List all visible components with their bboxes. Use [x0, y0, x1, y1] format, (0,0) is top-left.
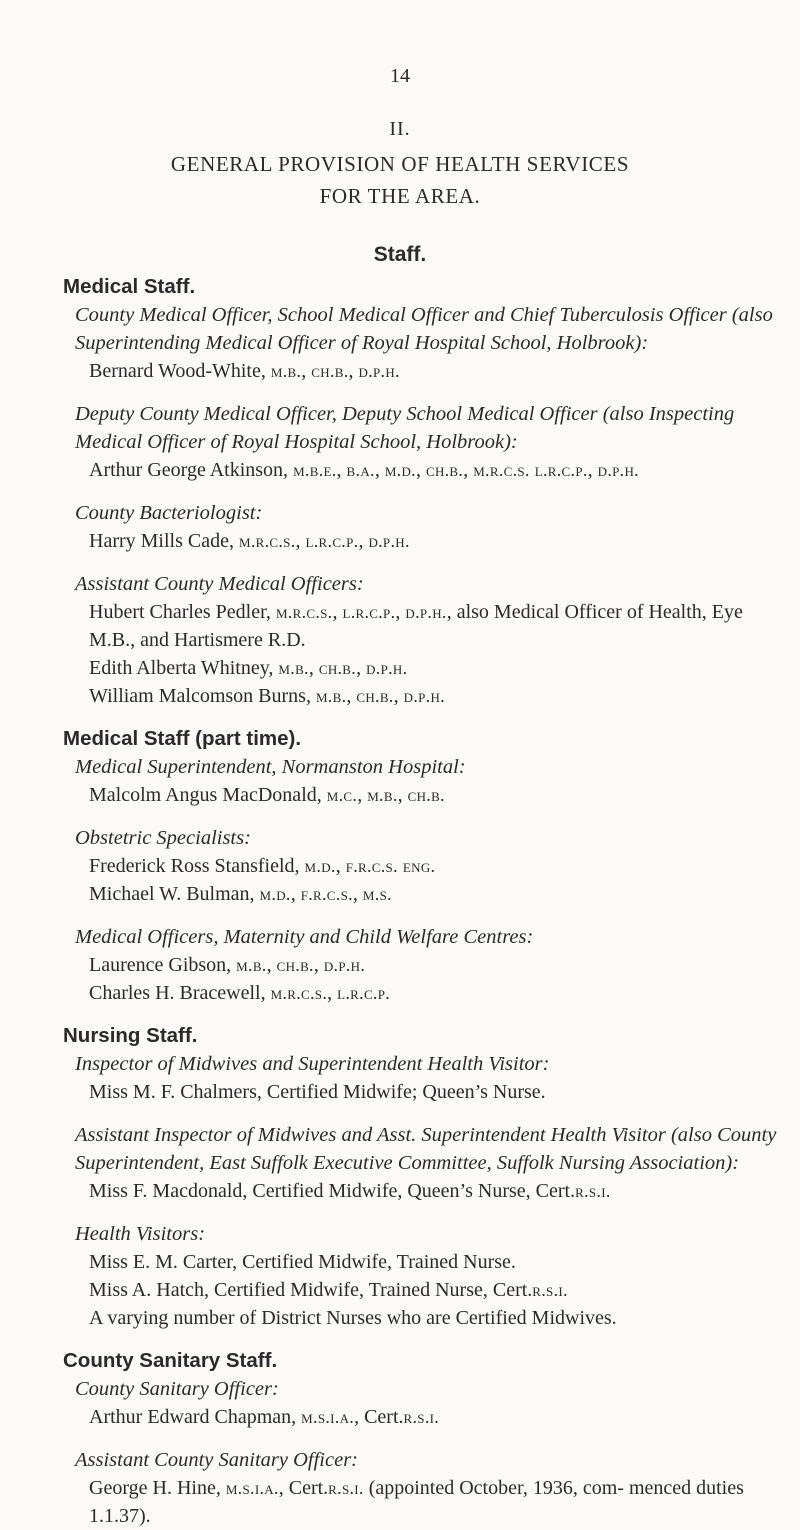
page-title-line-1: GENERAL PROVISION OF HEALTH SERVICES — [170, 152, 630, 176]
role-title: Medical Officers, Maternity and Child Welfare Centres: — [75, 926, 534, 948]
section-heading: Nursing Staff. — [63, 1024, 198, 1047]
entry-county-sanitary-officer — [75, 1375, 778, 1431]
section-number: II. — [389, 118, 411, 140]
person-name: Charles H. Bracewell, m.r.c.s., l.r.c.p. — [89, 982, 391, 1004]
page-number: 14 — [390, 65, 410, 87]
person-name: Hubert Charles Pedler, m.r.c.s., l.r.c.p., d.p.h., also Medical Officer of Health, Eye M.B., and Hartismere R.D. — [89, 601, 743, 651]
section-heading: Medical Staff. — [63, 275, 196, 298]
person-name: Miss M. F. Chalmers, Certified Midwife; Queen’s Nurse. — [89, 1081, 546, 1103]
entry-inspector-of-midwives — [75, 1050, 778, 1106]
person-name: Miss A. Hatch, Certified Midwife, Trained Nurse, Cert.r.s.i. — [89, 1279, 568, 1301]
role-title: Obstetric Specialists: — [75, 827, 251, 849]
section-nursing-staff — [63, 1022, 778, 1332]
role-title: County Medical Officer, School Medical Officer and Chief Tuberculosis Officer (also Superintending Medical Officer of Royal Hospital School, Holbrook): — [75, 304, 773, 354]
entry-obstetric-specialists — [75, 824, 778, 908]
person-name: Miss F. Macdonald, Certified Midwife, Queen’s Nurse, Cert.r.s.i. — [89, 1180, 611, 1202]
staff-listing — [63, 273, 778, 1530]
person-name: Miss E. M. Carter, Certified Midwife, Trained Nurse. — [89, 1251, 516, 1273]
person-name: Laurence Gibson, m.b., ch.b., d.p.h. — [89, 954, 366, 976]
entry-county-bacteriologist — [75, 499, 778, 555]
entry-deputy-county-medical-officer — [75, 400, 778, 484]
person-name: Michael W. Bulman, m.d., f.r.c.s., m.s. — [89, 883, 392, 905]
person-name: Frederick Ross Stansfield, m.d., f.r.c.s. eng. — [89, 855, 436, 877]
person-name: Arthur George Atkinson, m.b.e., b.a., m.d., ch.b., m.r.c.s. l.r.c.p., d.p.h. — [89, 459, 639, 481]
page-title-line-2: FOR THE AREA. — [319, 184, 481, 208]
role-title: Assistant County Sanitary Officer: — [75, 1449, 358, 1471]
section-heading: County Sanitary Staff. — [63, 1349, 278, 1372]
entry-maternity-medical-officers — [75, 923, 778, 1007]
role-title: Assistant County Medical Officers: — [75, 573, 364, 595]
role-title: Inspector of Midwives and Superintendent Health Visitor: — [75, 1053, 550, 1075]
person-name: Arthur Edward Chapman, m.s.i.a., Cert.r.s.i. — [89, 1406, 440, 1428]
staff-heading: Staff. — [373, 243, 427, 266]
entry-assistant-county-sanitary-officer — [75, 1446, 778, 1530]
person-name: Malcolm Angus MacDonald, m.c., m.b., ch.b. — [89, 784, 445, 806]
role-title: Deputy County Medical Officer, Deputy School Medical Officer (also Inspecting Medical Officer of Royal Hospital School, Holbrook): — [75, 403, 735, 453]
section-medical-staff-part-time — [63, 725, 778, 1007]
section-heading: Medical Staff (part time). — [63, 727, 302, 750]
role-title: County Bacteriologist: — [75, 502, 263, 524]
section-medical-staff — [63, 273, 778, 710]
role-title: Medical Superintendent, Normanston Hospital: — [75, 756, 466, 778]
person-name: Bernard Wood-White, m.b., ch.b., d.p.h. — [89, 360, 400, 382]
entry-county-medical-officer — [75, 301, 778, 385]
entry-assistant-inspector-of-midwives — [75, 1121, 778, 1205]
role-title: County Sanitary Officer: — [75, 1378, 279, 1400]
role-title: Health Visitors: — [75, 1223, 206, 1245]
person-name: A varying number of District Nurses who are Certified Midwives. — [89, 1307, 617, 1329]
section-county-sanitary-staff — [63, 1347, 778, 1530]
role-title: Assistant Inspector of Midwives and Asst. Superintendent Health Visitor (also County Superintendent, East Suffolk Executive Committee, Suffolk Nursing Association): — [75, 1124, 777, 1174]
person-name: Harry Mills Cade, m.r.c.s., l.r.c.p., d.p.h. — [89, 530, 410, 552]
entry-assistant-county-medical-officers — [75, 570, 778, 710]
person-name: George H. Hine, m.s.i.a., Cert.r.s.i. (appointed October, 1936, com- menced duties 1.1.37). — [89, 1477, 744, 1527]
person-name: Edith Alberta Whitney, m.b., ch.b., d.p.h. — [89, 657, 408, 679]
entry-medical-superintendent — [75, 753, 778, 809]
entry-health-visitors — [75, 1220, 778, 1332]
person-name: William Malcomson Burns, m.b., ch.b., d.p.h. — [89, 685, 445, 707]
